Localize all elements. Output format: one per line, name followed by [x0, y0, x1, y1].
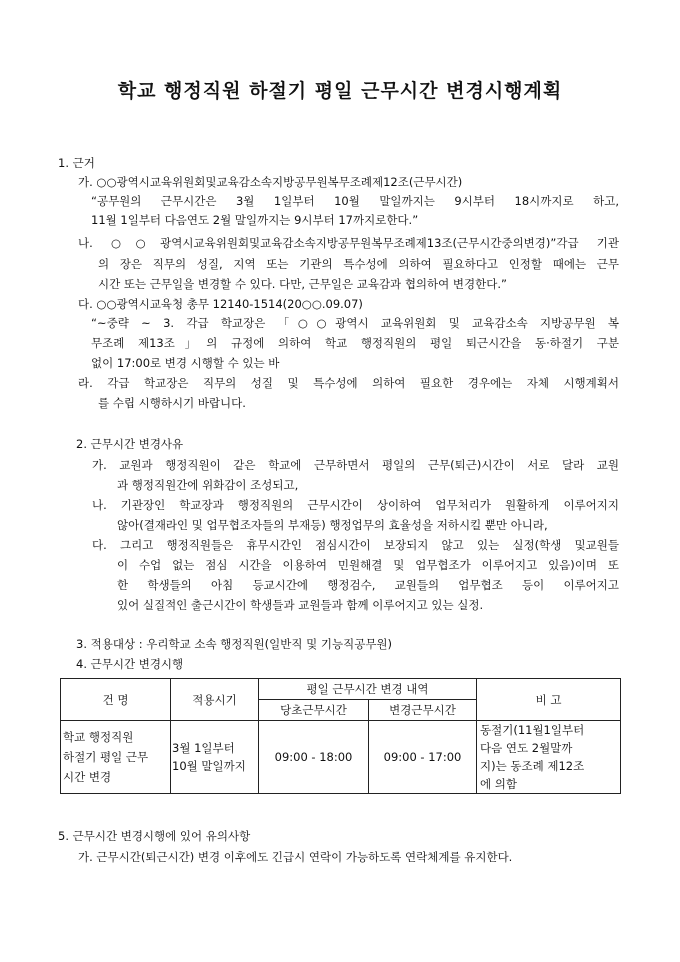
cell-after: 09:00 - 17:00 — [369, 721, 477, 794]
section-1-item-da: 다. ○○광역시교육청 총무 12140-1514(20○○.09.07) — [78, 297, 363, 311]
schedule-table — [60, 678, 621, 794]
section-1-item-na: 나. ○○광역시교육위원회및교육감소속지방공무원복무조례제13조(근무시간중의변경)”각급 기관 — [78, 236, 619, 250]
section-2-item-da-line: 한 학생들의 아침 등교시간에 행정검수, 교원들의 업무협조 등이 이루어지고 — [117, 578, 619, 592]
section-2-heading: 2. 근무시간 변경사유 — [76, 437, 184, 451]
cell-remark-line: 에 의함 — [480, 777, 517, 791]
section-2-item-da-line: 있어 실질적인 출근시간이 학생들과 교원들과 함께 이루어지고 있는 실정. — [117, 598, 484, 612]
section-5-heading: 5. 근무시간 변경시행에 있어 유의사항 — [58, 829, 251, 843]
section-5-item-ga: 가. 근무시간(퇴근시간) 변경 이후에도 긴급시 연락이 가능하도록 연락체계를 유지한다. — [78, 850, 513, 864]
cell-period-line: 3월 1일부터 — [172, 741, 235, 755]
header-before: 당초근무시간 — [259, 700, 369, 721]
section-1-item-na-line: 의 장은 직무의 성질, 지역 또는 기관의 특수성에 의하여 필요하다고 인정할 때에는 근무 — [98, 257, 619, 271]
header-remark: 비 고 — [477, 679, 621, 721]
cell-remark-line: 동절기(11월1일부터 — [480, 723, 585, 737]
cell-period-line: 10월 말일까지 — [172, 759, 246, 773]
section-1-quote-line: “공무원의 근무시간은 3월 1일부터 10월 말일까지는 9시부터 18시까지로 하고, — [91, 194, 619, 208]
header-name: 건 명 — [61, 679, 171, 721]
section-2-item-ga-line: 과 행정직원간에 위화감이 조성되고, — [117, 478, 299, 492]
cell-name — [61, 721, 171, 794]
section-2-item-da-line: 이 수업 없는 점심 시간을 이용하여 민원해결 및 업무협조가 이루어지고 있음)이며 또 — [117, 558, 619, 572]
section-1-item-ra-line: 를 수립 시행하시기 바랍니다. — [98, 396, 246, 410]
section-2-item-da: 다. 그리고 행정직원들은 휴무시간인 점심시간이 보장되지 않고 있는 실정(학생 및교원들 — [92, 538, 619, 552]
cell-remark-line: 다음 연도 2월말까 — [480, 741, 573, 755]
section-1-quote-line: 무조례 제13조」의 규정에 의하여 학교 행정직원의 평일 퇴근시간을 동·하절기 구분 — [91, 336, 619, 350]
section-2-item-na: 나. 기관장인 학교장과 행정직원의 근무시간이 상이하여 업무처리가 원활하게 이루어지지 — [92, 498, 619, 512]
header-period: 적용시기 — [171, 679, 259, 721]
table-header-row — [61, 679, 621, 700]
cell-before: 09:00 - 18:00 — [259, 721, 369, 794]
section-1-item-ra: 라. 각급 학교장은 직무의 성질 및 특수성에 의하여 필요한 경우에는 자체 시행계획서 — [78, 376, 619, 390]
page-title: 학교 행정직원 하절기 평일 근무시간 변경시행계획 — [117, 80, 563, 102]
cell-period — [171, 721, 259, 794]
cell-remark-line: 지)는 동조례 제12조 — [480, 759, 585, 773]
section-1-quote-line: 11월 1일부터 다음연도 2월 말일까지는 9시부터 17까지로한다.” — [91, 213, 419, 227]
section-3-text: 3. 적용대상 : 우리학교 소속 행정직원(일반직 및 기능직공무원) — [76, 637, 393, 651]
section-4-heading: 4. 근무시간 변경시행 — [76, 657, 184, 671]
header-after: 변경근무시간 — [369, 700, 477, 721]
section-1-item-na-line: 시간 또는 근무일을 변경할 수 있다. 다만, 근무일은 교육감과 협의하여 변경한다.” — [98, 277, 507, 291]
section-2-item-na-line: 않아(결재라인 및 업무협조자들의 부재등) 행정업무의 효율성을 저하시킬 뿐만 아니라, — [117, 518, 548, 532]
cell-name-line: 하절기 평일 근무 — [63, 750, 149, 764]
table-row — [61, 721, 621, 794]
section-2-item-ga: 가. 교원과 행정직원이 같은 학교에 근무하면서 평일의 근무(퇴근)시간이 서로 달라 교원 — [92, 458, 619, 472]
cell-name-line: 학교 행정직원 — [63, 730, 134, 744]
section-1-item-ga: 가. ○○광역시교육위원회및교육감소속지방공무원복무조례제12조(근무시간) — [78, 175, 463, 189]
cell-name-line: 시간 변경 — [63, 770, 112, 784]
section-1-heading: 1. 근거 — [58, 156, 95, 170]
cell-remark — [477, 721, 621, 794]
header-change: 평일 근무시간 변경 내역 — [259, 679, 477, 700]
section-1-quote-line: “~중략 ~ 3. 각급 학교장은 「○○광역시 교육위원회 및 교육감소속 지방공무원 복 — [91, 316, 619, 330]
section-1-quote-line: 없이 17:00로 변경 시행할 수 있는 바 — [91, 356, 280, 370]
